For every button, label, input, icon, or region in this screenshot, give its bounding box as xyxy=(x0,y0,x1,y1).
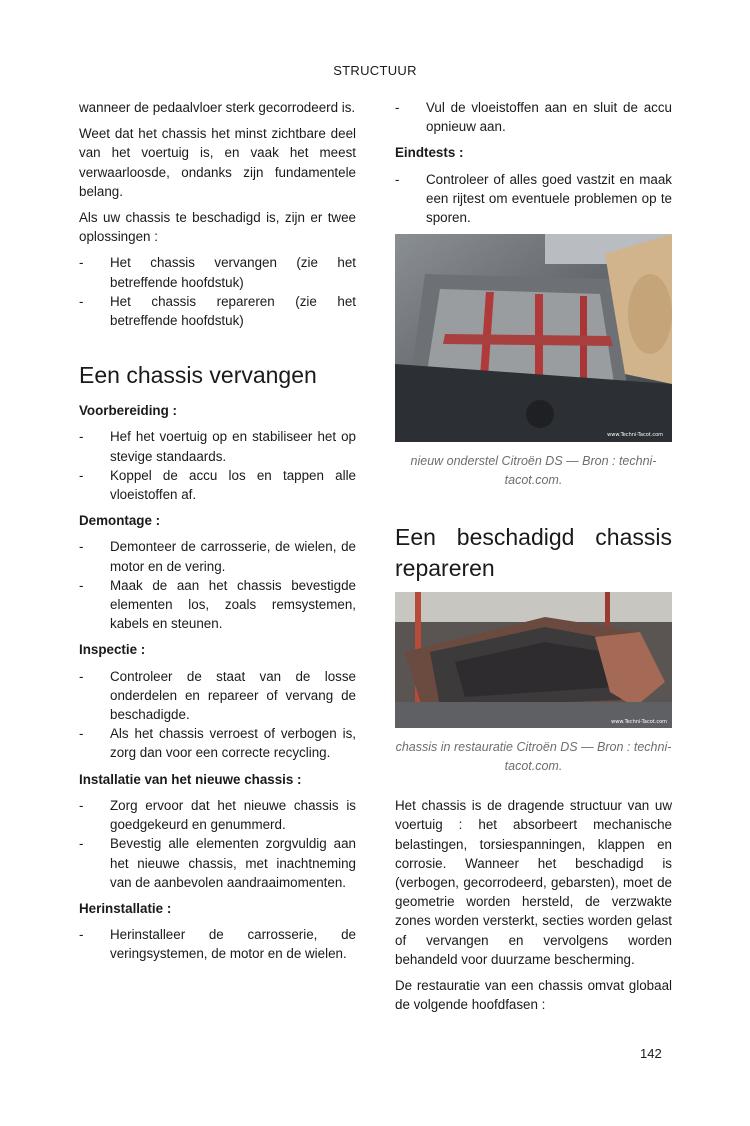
list-item: - Als het chassis verroest of verbogen is, zorg dan voor een correcte recycling. xyxy=(79,726,356,761)
step-list xyxy=(395,98,672,136)
list-item: - Bevestig alle elementen zorgvuldig aan het nieuwe chassis, met inachtneming van de aanbevolen aandraaimomenten. xyxy=(79,836,356,890)
paragraph: wanneer de pedaalvloer sterk gecorrodeerd is. xyxy=(79,100,356,115)
subheading: Installatie van het nieuwe chassis : xyxy=(79,771,302,787)
step-list xyxy=(79,537,356,633)
list-item: - Controleer of alles goed vastzit en maak een rijtest om eventuele problemen op te sporen. xyxy=(395,171,672,226)
step-list xyxy=(79,925,356,963)
list-item: - Controleer de staat van de losse onderdelen en repareer of vervang de beschadigde. xyxy=(79,668,356,723)
list-item: - Het chassis repareren (zie het betreffende hoofdstuk) xyxy=(79,293,356,329)
section-heading: Een chassis vervangen xyxy=(79,362,317,389)
paragraph: Het chassis is de dragende structuur van uw voertuig : het absorbeert mechanische belastingen, torsiespanningen, klappen en corrosie. Wanneer het beschadigd is (verbogen, gecorrodeerd, gebarsten), moet de geometrie worden hersteld, de verzwakte zones worden versterkt, secties worden gelast of vervangen en vervolgens worden behandeld voor duurzame bescherming. xyxy=(395,798,672,967)
list-item: - Maak de aan het chassis bevestigde elementen los, zoals remsystemen, kabels en steunen. xyxy=(79,577,356,632)
step-list xyxy=(79,427,356,504)
paragraph: Als uw chassis te beschadigd is, zijn er twee oplossingen : xyxy=(79,210,356,245)
list-item: - Het chassis vervangen (zie het betreffende hoofdstuk) xyxy=(79,255,356,290)
paragraph: De restauratie van een chassis omvat globaal de volgende hoofdfasen : xyxy=(395,978,672,1013)
list-item: - Hef het voertuig op en stabiliseer het op stevige standaards. xyxy=(79,429,356,464)
left-column xyxy=(79,98,356,971)
subheading: Herinstallatie : xyxy=(79,900,172,916)
subheading: Voorbereiding : xyxy=(79,403,177,419)
subheading: Eindtests : xyxy=(395,145,464,161)
heading-line: Een beschadigd chassis xyxy=(395,524,672,551)
options-list xyxy=(79,253,356,330)
step-list xyxy=(79,667,356,763)
right-column xyxy=(395,98,672,1021)
paragraph: Weet dat het chassis het minst zichtbare deel van het voertuig is, en vaak het meest verwaarloosde, ondanks zijn fundamentele belang. xyxy=(79,126,356,199)
list-item: - Koppel de accu los en tappen alle vloeistoffen af. xyxy=(79,467,356,503)
list-item: - Zorg ervoor dat het nieuwe chassis is goedgekeurd en genummerd. xyxy=(79,797,356,833)
step-list xyxy=(79,796,356,892)
chassis-restoration-photo xyxy=(395,592,672,728)
subheading: Inspectie : xyxy=(79,642,146,658)
list-item: - Demonteer de carrosserie, de wielen, de motor en de vering. xyxy=(79,539,356,574)
figure-caption: nieuw onderstel Citroën DS — Bron : techni-tacot.com. xyxy=(410,454,657,488)
subheading: Demontage : xyxy=(79,513,161,529)
running-header: STRUCTUUR xyxy=(333,63,417,78)
photo-watermark: www.Techni-Tacot.com xyxy=(607,432,663,439)
section-heading xyxy=(395,522,672,584)
photo-watermark: www.Techni-Tacot.com xyxy=(611,719,667,726)
step-list xyxy=(395,170,672,228)
page-number: 142 xyxy=(640,1046,662,1061)
list-item: - Vul de vloeistoffen aan en sluit de accu opnieuw aan. xyxy=(395,100,672,135)
list-item: - Herinstalleer de carrosserie, de veringsystemen, de motor en de wielen. xyxy=(79,927,356,962)
chassis-underbody-photo xyxy=(395,234,672,442)
heading-line: repareren xyxy=(395,555,495,582)
figure-caption: chassis in restauratie Citroën DS — Bron : techni-tacot.com. xyxy=(395,740,672,774)
